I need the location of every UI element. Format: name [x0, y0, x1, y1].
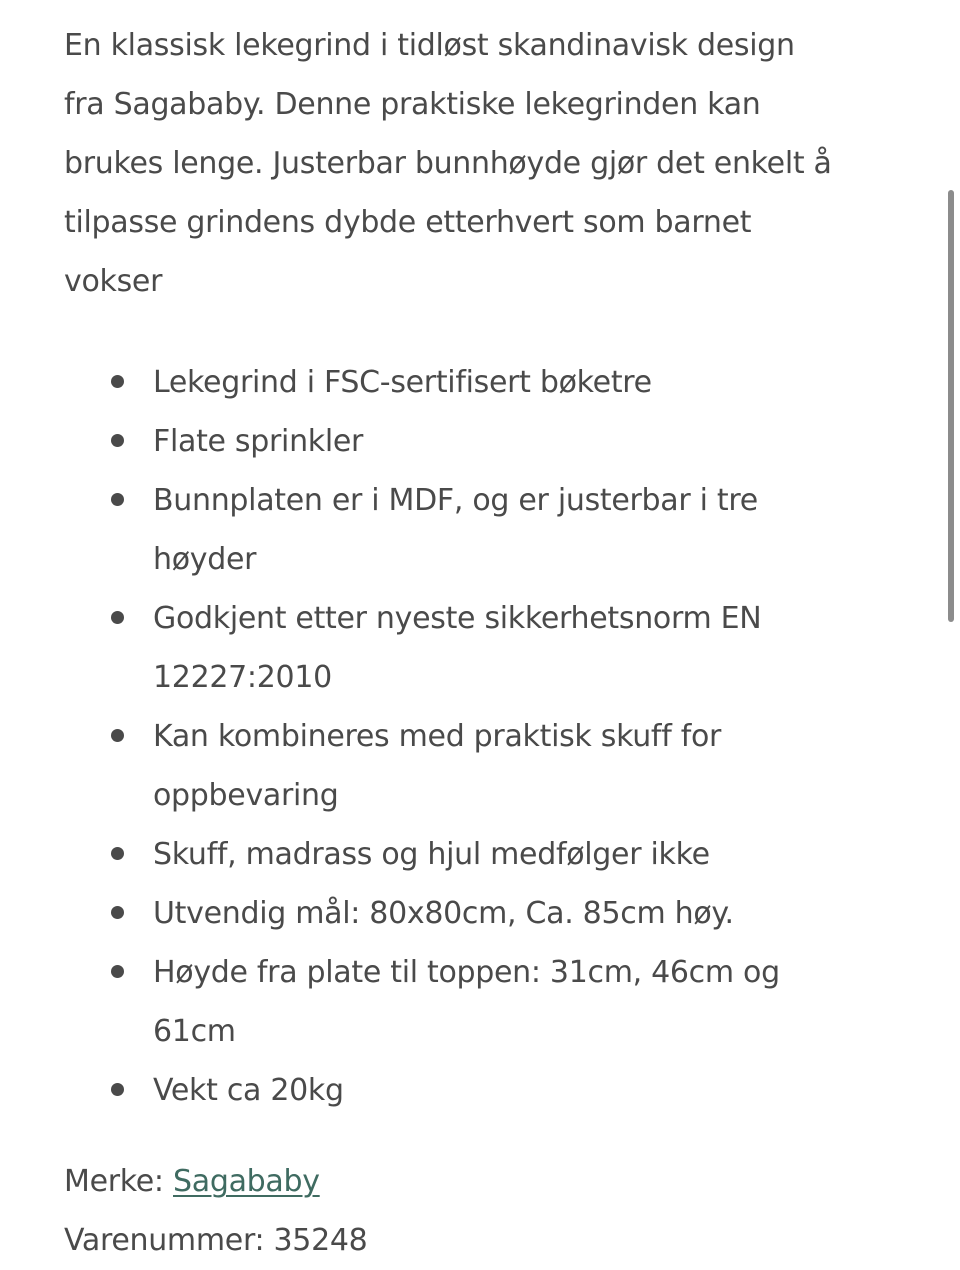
feature-list — [64, 353, 844, 1120]
bullet-icon — [111, 611, 124, 624]
sku-row — [64, 1211, 844, 1270]
feature-list-item — [153, 1061, 844, 1120]
bullet-icon — [111, 847, 124, 860]
sku-label: Varenummer: — [64, 1223, 265, 1258]
feature-list-item — [153, 943, 844, 1061]
brand-label: Merke: — [64, 1164, 164, 1199]
feature-text: Skuff, madrass og hjul medfølger ikke — [153, 837, 710, 872]
feature-text: Kan kombineres med praktisk skuff for oppbevaring — [153, 719, 722, 813]
feature-list-item — [153, 353, 844, 412]
feature-list-item — [153, 589, 844, 707]
feature-list-item — [153, 707, 844, 825]
feature-text: Høyde fra plate til toppen: 31cm, 46cm og 61cm — [153, 955, 780, 1049]
product-description-section — [64, 16, 844, 1270]
feature-text: Bunnplaten er i MDF, og er justerbar i tre høyder — [153, 483, 758, 577]
product-meta — [64, 1152, 844, 1270]
feature-list-item — [153, 412, 844, 471]
brand-link[interactable]: Sagababy — [173, 1164, 320, 1199]
feature-text: Lekegrind i FSC-sertifisert bøketre — [153, 365, 652, 400]
feature-list-item — [153, 825, 844, 884]
bullet-icon — [111, 434, 124, 447]
bullet-icon — [111, 1083, 124, 1096]
feature-text: Godkjent etter nyeste sikkerhetsnorm EN 12227:2010 — [153, 601, 762, 695]
product-description-text: En klassisk lekegrind i tidløst skandinavisk design fra Sagababy. Denne praktiske lekegrinden kan brukes lenge. Justerbar bunnhøyde gjør det enkelt å tilpasse grindens dybde etterhvert som barnet vokser — [64, 28, 832, 299]
feature-list-item — [153, 471, 844, 589]
bullet-icon — [111, 375, 124, 388]
scrollbar-thumb[interactable] — [948, 190, 954, 622]
bullet-icon — [111, 965, 124, 978]
bullet-icon — [111, 729, 124, 742]
feature-text: Flate sprinkler — [153, 424, 364, 459]
feature-text: Utvendig mål: 80x80cm, Ca. 85cm høy. — [153, 896, 734, 931]
bullet-icon — [111, 906, 124, 919]
sku-value: 35248 — [273, 1223, 368, 1258]
feature-text: Vekt ca 20kg — [153, 1073, 344, 1108]
brand-row — [64, 1152, 844, 1211]
feature-list-item — [153, 884, 844, 943]
bullet-icon — [111, 493, 124, 506]
